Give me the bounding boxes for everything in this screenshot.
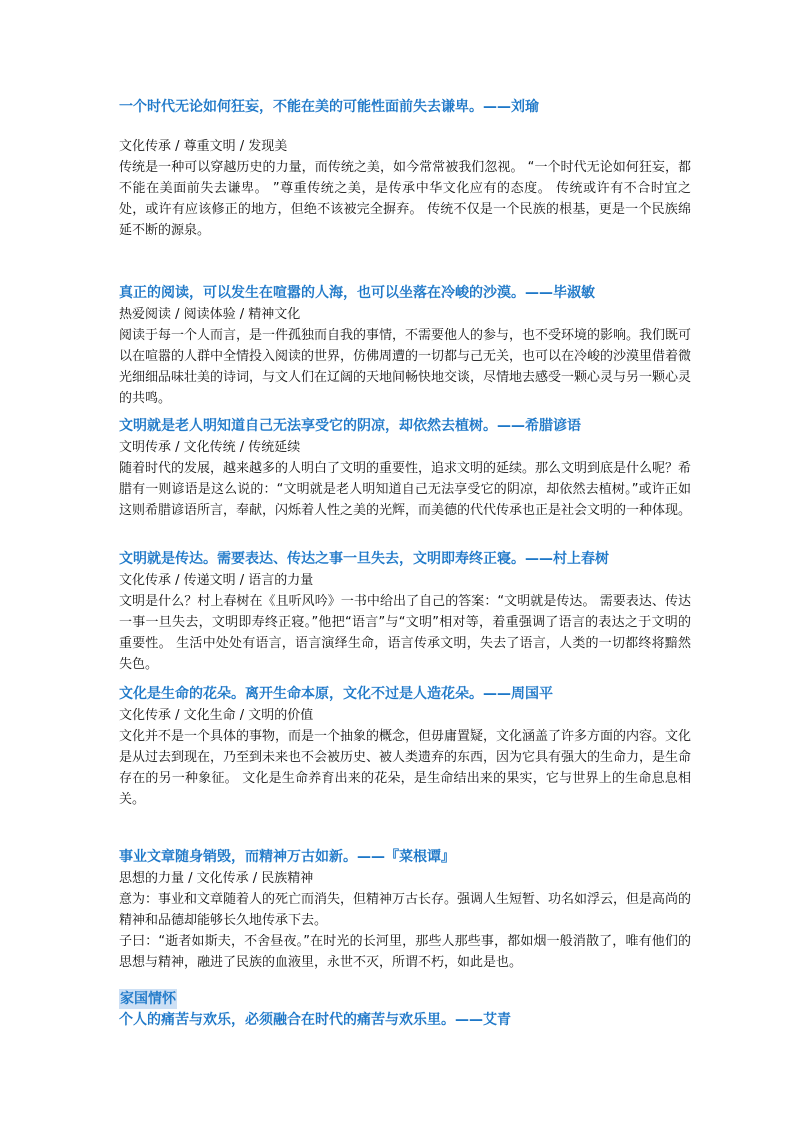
body-paragraph: 子曰：“逝者如斯夫，不舍昼夜。”在时光的长河里，那些人那些事，都如烟一般消散了，唯有他们的思想与精神，融进了民族的血液里，永世不灭，所谓不朽，如此是也。 <box>119 934 691 970</box>
body-paragraph: 文化并不是一个具体的事物，而是一个抽象的概念，但毋庸置疑，文化涵盖了许多方面的内容。文化是从过去到现在，乃至到未来也不会被历史、被人类遗弃的东西，因为它具有强大的生命力，是生命存在的另一种象征。 文化是生命养育出来的花朵，是生命结出来的果实，它与世界上的生命息息相关。 <box>119 729 692 807</box>
tag-line: 文明传承 / 文化传统 / 传统延续 <box>119 440 301 455</box>
quote-entry <box>119 548 691 675</box>
quote-heading: 事业文章随身销毁，而精神万古如新。——『菜根谭』 <box>119 849 455 865</box>
body-paragraph: 传统是一种可以穿越历史的力量，而传统之美，如今常常被我们忽视。 “一个时代无论如何狂妄，都不能在美面前失去谦卑。 ”尊重传统之美，是传承中华文化应有的态度。 传统或许有不合时宜之处，或许有应该修正的地方，但绝不该被完全摒弃。 传统不仅是一个民族的根基，更是一个民族绵延不断的源泉。 <box>119 160 691 238</box>
quote-heading: 文化是生命的花朵。离开生命本原，文化不过是人造花朵。——周国平 <box>119 686 553 702</box>
quote-heading: 一个时代无论如何狂妄，不能在美的可能性面前失去谦卑。——刘瑜 <box>119 99 539 115</box>
section-label: 家国情怀 <box>120 991 176 1007</box>
body-paragraph: 阅读于每一个人而言，是一件孤独而自我的事情，不需要他人的参与，也不受环境的影响。我们既可以在喧嚣的人群中全情投入阅读的世界，仿佛周遭的一切都与己无关，也可以在冷峻的沙漠里借着微光细细品味壮美的诗词，与文人们在辽阔的天地间畅快地交谈，尽情地去感受一颗心灵与另一颗心灵的共鸣。 <box>119 328 692 406</box>
tag-line: 文化传承 / 文化生命 / 文明的价值 <box>119 708 314 723</box>
quote-entry <box>119 846 691 973</box>
quote-heading: 文明就是传达。需要表达、传达之事一旦失去，文明即寿终正寝。——村上春树 <box>119 551 609 567</box>
quote-heading: 个人的痛苦与欢乐，必须融合在时代的痛苦与欢乐里。——艾青 <box>119 1012 511 1028</box>
quote-heading: 真正的阅读，可以发生在喧嚣的人海，也可以坐落在冷峻的沙漠。——毕淑敏 <box>119 285 595 301</box>
tag-line: 文化传承 / 传递文明 / 语言的力量 <box>119 573 314 588</box>
tag-line: 文化传承 / 尊重文明 / 发现美 <box>119 139 288 154</box>
quote-heading: 文明就是老人明知道自己无法享受它的阴凉，却依然去植树。——希腊谚语 <box>119 418 581 434</box>
tag-line: 热爱阅读 / 阅读体验 / 精神文化 <box>119 307 301 322</box>
body-paragraph: 随着时代的发展，越来越多的人明白了文明的重要性，追求文明的延续。那么文明到底是什么呢？希腊有一则谚语是这么说的：“文明就是老人明知道自己无法享受它的阴凉，却依然去植树。”或许正如这则希腊谚语所言，奉献，闪烁着人性之美的光辉，而美德的代代传承也正是社会文明的一种体现。 <box>119 461 692 518</box>
quote-entry <box>119 415 691 521</box>
tag-line: 思想的力量 / 文化传承 / 民族精神 <box>119 871 314 886</box>
body-paragraph: 文明是什么？村上春树在《且听风吟》一书中给出了自己的答案：“文明就是传达。 需要表达、传达一事一旦失去，文明即寿终正寝。”他把“语言”与“文明”相对等，着重强调了语言的表达之于文明的重要性。 生活中处处有语言，语言演绎生命，语言传承文明，失去了语言，人类的一切都终将黯然失色。 <box>119 594 691 672</box>
section-block <box>119 988 691 1031</box>
quote-entry <box>119 683 691 810</box>
body-paragraph: 意为：事业和文章随着人的死亡而消失，但精神万古长存。强调人生短暂、功名如浮云，但是高尚的精神和品德却能够长久地传承下去。 <box>119 892 692 928</box>
quote-entry <box>119 96 691 241</box>
quote-entry <box>119 282 691 409</box>
